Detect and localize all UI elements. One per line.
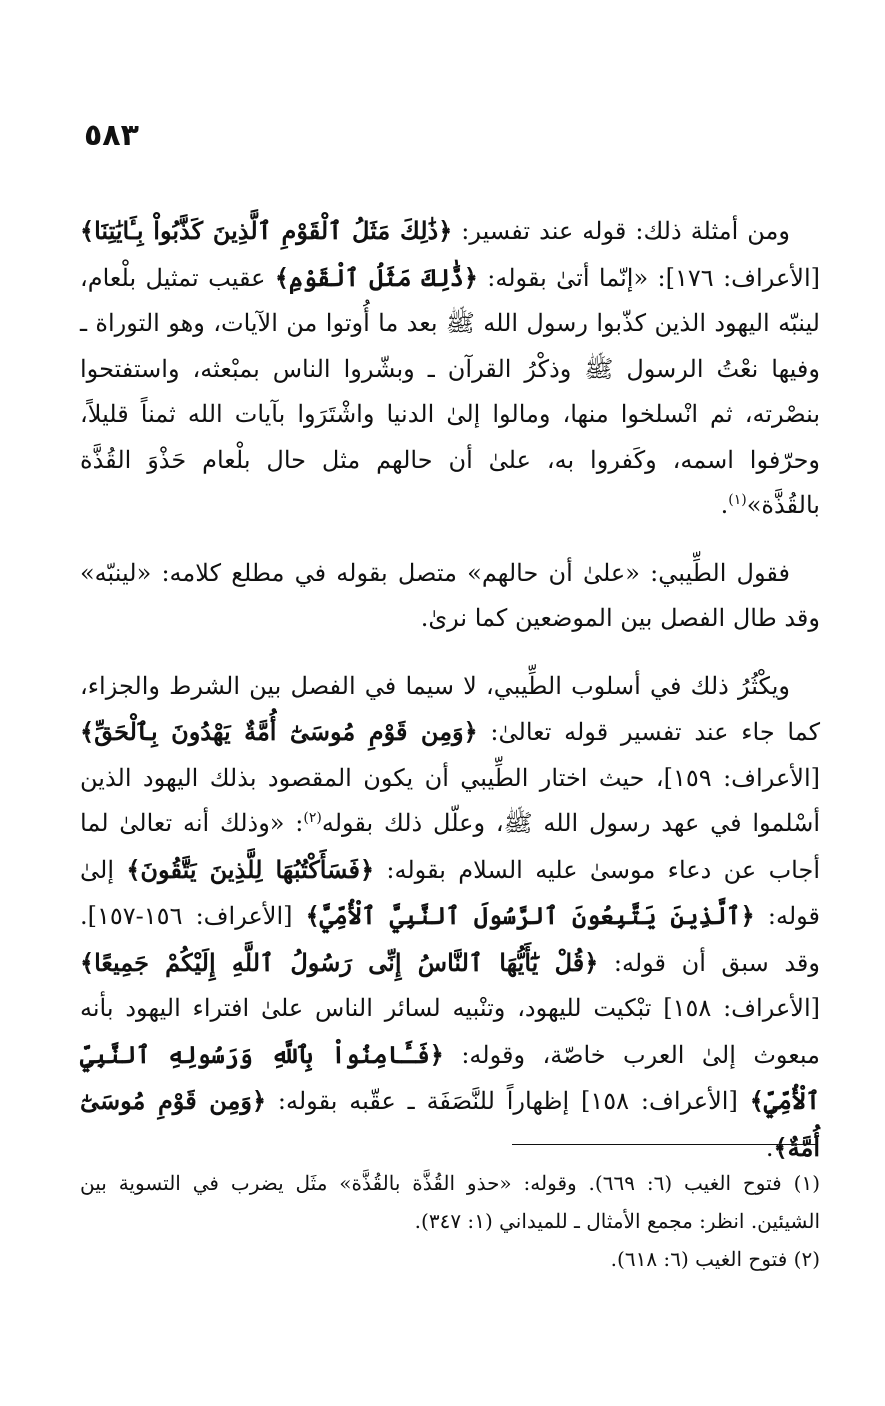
text-run: . bbox=[720, 491, 729, 519]
quran-verse: ﴿ذَٰلِكَ مَثَلُ ٱلْقَوْمِ ٱلَّذِينَ كَذَّبُواْ بِـَٔايَٰتِنَا﴾ bbox=[80, 216, 453, 245]
main-text bbox=[80, 208, 820, 1193]
footnote-2: (٢) فتوح الغيب (٦: ٦١٨). bbox=[610, 1247, 820, 1271]
paragraph bbox=[80, 551, 820, 642]
text-run: فقول الطِّيبي: «علىٰ أن حالهم» متصل بقوله في مطلع كلامه: «لينبّه» وقد طال الفصل بين الموضعين كما نرىٰ. bbox=[80, 558, 820, 632]
text-run: [الأعراف: ١٥٨] إظهاراً للنَّصَفَة ـ عقّبه بقوله: bbox=[266, 1087, 750, 1115]
footnote-separator bbox=[512, 1144, 818, 1145]
paragraph bbox=[80, 208, 820, 529]
footnotes bbox=[80, 1164, 820, 1278]
footnote-ref: (١) bbox=[728, 492, 747, 508]
quran-verse: ﴿قُلْ يَٰٓأَيُّهَا ٱلنَّاسُ إِنِّى رَسُولُ ٱللَّهِ إِلَيْكُمْ جَمِيعًا﴾ bbox=[80, 947, 599, 977]
page-number: ٥٨٣ bbox=[84, 118, 139, 153]
text-run: ويكْثُرُ ذلك في أسلوب الطِّيبي، لا سيما في الفصل بين الشرط والجزاء، كما جاء عند تفسير قوله تعالىٰ: bbox=[80, 671, 820, 746]
quran-verse: ﴿ذَّٰلِكَ مَثَلُ ٱلْقَوْمِ﴾ bbox=[274, 262, 478, 292]
text-run: . bbox=[765, 1133, 774, 1162]
quran-verse: ﴿فَـَٔامِنُواْ بِٱللَّهِ وَرَسُولِهِ ٱلنَّبِيِّ ٱلْأُمِّيِّ﴾ bbox=[80, 1039, 820, 1115]
text-run: : «وذلك أنه تعالىٰ لما أجاب عن دعاء موسىٰ عليه السلام بقوله: bbox=[80, 809, 820, 884]
quran-verse: ﴿ٱلَّذِينَ يَتَّبِعُونَ ٱلرَّسُولَ ٱلنَّبِيَّ ٱلْأُمِّيَّ﴾ bbox=[305, 901, 755, 930]
text-run: [الأعراف: ١٧٦]: «إنّما أتىٰ بقوله: bbox=[477, 263, 820, 292]
paragraph bbox=[80, 664, 820, 1172]
quran-verse: ﴿وَمِن قَوْمِ مُوسَىٰٓ أُمَّةٌ يَهْدُونَ بِٱلْحَقِّ﴾ bbox=[80, 717, 478, 746]
text-run: عقيب تمثيل بلْعام، لينبّه اليهود الذين كذّبوا رسول الله ﷺ بعد ما أُوتوا من الآيات، وهو التوراة ـ وفيها نعْتُ الرسول ﷺ وذكْرُ القرآن ـ وبشّروا الناس بمبْعثه، واستفتحوا بنصْرته، ثم انْسلخوا منها، ومالوا إلىٰ الدنيا واشْتَرَوا بآيات الله ثمناً قليلاً، وحرّفوا اسمه، وكَفروا به، علىٰ أن حالهم مثل حال بلْعام حَذْوَ القُذَّة بالقُذَّة» bbox=[80, 263, 820, 519]
text-run: ومن أمثلة ذلك: قوله عند تفسير: bbox=[452, 217, 790, 245]
footnote-1: (١) فتوح الغيب (٦: ٦٦٩). وقوله: «حذو القُذَّة بالقُذَّة» مثَل يضرب في التسوية بين الشيئين. انظر: مجمع الأمثال ـ للميداني (١: ٣٤٧). bbox=[80, 1171, 820, 1233]
text-run: [الأعراف: ١٥٨] تبْكيت لليهود، وتنْبيه لسائر الناس علىٰ افتراء اليهود بأنه مبعوث إلىٰ العرب خاصّة، وقوله: bbox=[80, 994, 821, 1069]
text-run: إلىٰ قوله: bbox=[80, 855, 821, 930]
footnote-ref: (٢) bbox=[303, 810, 322, 826]
quran-verse: ﴿فَسَأَكْتُبُهَا لِلَّذِينَ يَتَّقُونَ﴾ bbox=[126, 854, 375, 884]
quran-verse: ﴿وَمِن قَوْمِ مُوسَىٰٓ أُمَّةٌ﴾ bbox=[80, 1086, 820, 1162]
text-run: [الأعراف: ١٥٦-١٥٧]. وقد سبق أن قوله: bbox=[80, 902, 820, 977]
text-run: [الأعراف: ١٥٩]، حيث اختار الطِّيبي أن يكون المقصود بذلك اليهود الذين أسْلموا في عهد رسول الله ﷺ، وعلّل ذلك بقوله bbox=[80, 763, 821, 837]
